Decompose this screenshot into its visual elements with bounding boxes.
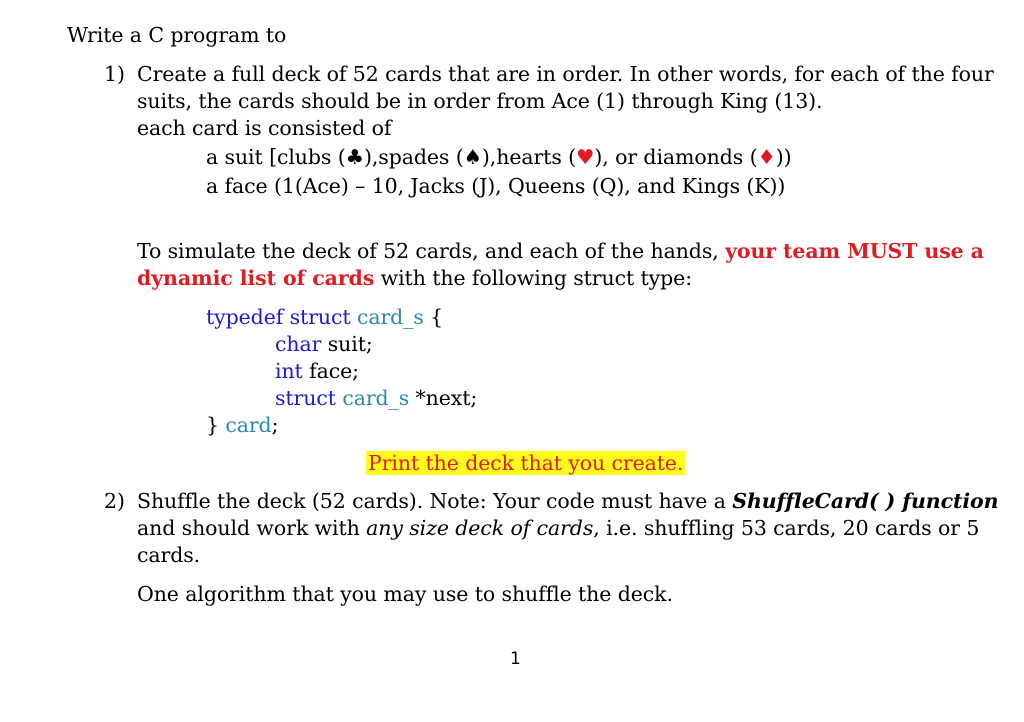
simulate-pre: To simulate the deck of 52 cards, and each of the hands, xyxy=(137,239,726,263)
item2-line1 xyxy=(137,488,998,515)
face-line: a face (1(Ace) – 10, Jacks (J), Queens (Q), and Kings (K)) xyxy=(206,174,786,198)
code-char-keyword: char xyxy=(275,332,322,356)
item2-line4: One algorithm that you may use to shuffle the deck. xyxy=(137,582,673,606)
code-close-brace: } xyxy=(206,413,226,437)
code-typedef-brace: { xyxy=(423,305,444,329)
item2-line2-italic: any size deck of cards xyxy=(366,516,594,540)
suit-line-mid2: ),hearts ( xyxy=(481,145,577,169)
simulate-line1 xyxy=(137,238,984,265)
hearts-icon: ♥ xyxy=(576,145,595,169)
code-line-typedef xyxy=(206,304,443,331)
code-typedef-keyword: typedef struct xyxy=(206,305,351,329)
code-next-field: *next; xyxy=(409,386,478,410)
code-int-keyword: int xyxy=(275,359,303,383)
diamonds-icon: ♦ xyxy=(757,145,776,169)
item2-number: 2) xyxy=(104,489,125,513)
print-note-line xyxy=(366,450,685,477)
item2-line2-pre: and should work with xyxy=(137,516,367,540)
item2-line2 xyxy=(137,515,979,542)
intro-text: Write a C program to xyxy=(67,23,287,47)
code-face-field: face; xyxy=(302,359,359,383)
item1-line2: suits, the cards should be in order from Ace (1) through King (13). xyxy=(137,89,823,113)
item1-line3: each card is consisted of xyxy=(137,116,392,140)
suit-line-post: )) xyxy=(775,145,792,169)
shuffle-function-name: ShuffleCard( ) function xyxy=(732,489,999,513)
spades-icon: ♠ xyxy=(463,145,482,169)
simulate-red1: your team MUST use a xyxy=(725,239,984,263)
code-line-close xyxy=(206,412,278,439)
item2-line1-pre: Shuffle the deck (52 cards). Note: Your code must have a xyxy=(137,489,733,513)
code-line-face xyxy=(275,358,359,385)
code-suit-field: suit; xyxy=(321,332,373,356)
code-card-type: card xyxy=(225,413,272,437)
suit-line xyxy=(206,144,792,171)
item1-line1: Create a full deck of 52 cards that are in order. In other words, for each of the four xyxy=(137,62,994,86)
code-line-next xyxy=(275,385,477,412)
suit-line-mid3: ), or diamonds ( xyxy=(594,145,758,169)
suit-line-mid1: ),spades ( xyxy=(363,145,464,169)
item2-line3: cards. xyxy=(137,543,201,567)
code-next-type: card_s xyxy=(342,386,410,410)
print-note-highlight: Print the deck that you create. xyxy=(368,451,684,475)
code-semicolon: ; xyxy=(271,413,279,437)
simulate-red2: dynamic list of cards xyxy=(137,266,375,290)
code-typedef-type: card_s xyxy=(356,305,424,329)
suit-line-pre: a suit [clubs ( xyxy=(206,145,346,169)
item1-number: 1) xyxy=(104,62,125,86)
page-number: 1 xyxy=(510,649,521,669)
code-struct-keyword: struct xyxy=(275,386,336,410)
clubs-icon: ♣ xyxy=(345,145,364,169)
simulate-line2 xyxy=(137,265,692,292)
simulate-post: with the following struct type: xyxy=(374,266,693,290)
code-line-suit xyxy=(275,331,373,358)
item2-line2-post: , i.e. shuffling 53 cards, 20 cards or 5 xyxy=(593,516,980,540)
